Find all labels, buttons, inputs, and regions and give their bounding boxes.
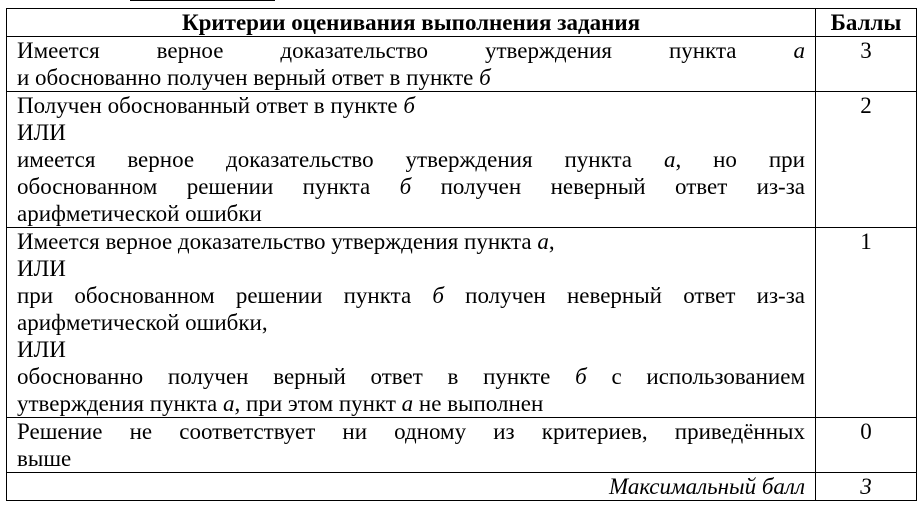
table-row — [7, 418, 917, 473]
criterion-line: выше — [17, 446, 72, 471]
criterion-line: Решение не соответствует ни одному из критериев, приведённых — [17, 419, 805, 444]
criterion-line: Имеется верное доказательство утверждения пункта а, — [17, 229, 555, 254]
criteria-column-header: Критерии оценивания выполнения задания — [7, 9, 816, 37]
criterion-text — [7, 37, 816, 92]
max-score-row — [7, 473, 917, 501]
top-rule-fragment — [130, 0, 275, 1]
criterion-line: обоснованном решении пункта б получен неверный ответ из-за — [17, 174, 805, 199]
or-separator: ИЛИ — [17, 337, 66, 362]
max-score-label: Максимальный балл — [7, 473, 816, 501]
score-column-header: Баллы — [816, 9, 917, 37]
criterion-text — [7, 92, 816, 228]
criterion-line: утверждения пункта а, при этом пункт а не выполнен — [17, 391, 544, 416]
criterion-line: арифметической ошибки — [17, 201, 262, 226]
criterion-line: обоснованно получен верный ответ в пункте б с использованием — [17, 364, 806, 389]
score-value: 3 — [816, 37, 917, 92]
table-row — [7, 92, 917, 228]
criterion-line: имеется верное доказательство утверждения пункта а, но при — [17, 147, 805, 172]
score-value: 0 — [816, 418, 917, 473]
criterion-text — [7, 418, 816, 473]
score-value: 1 — [816, 228, 917, 418]
criterion-line: Имеется верное доказательство утверждения пункта а — [17, 38, 805, 63]
table-row — [7, 228, 917, 418]
criterion-line: и обоснованно получен верный ответ в пункте б — [17, 65, 491, 90]
max-score-value: 3 — [816, 473, 917, 501]
criterion-line: арифметической ошибки, — [17, 310, 268, 335]
score-value: 2 — [816, 92, 917, 228]
criterion-line: Получен обоснованный ответ в пункте б — [17, 93, 415, 118]
criteria-table — [6, 8, 917, 501]
or-separator: ИЛИ — [17, 256, 66, 281]
table-row — [7, 37, 917, 92]
criterion-text — [7, 228, 816, 418]
table-header-row — [7, 9, 917, 37]
criterion-line: при обоснованном решении пункта б получен неверный ответ из-за — [17, 283, 805, 308]
or-separator: ИЛИ — [17, 120, 66, 145]
